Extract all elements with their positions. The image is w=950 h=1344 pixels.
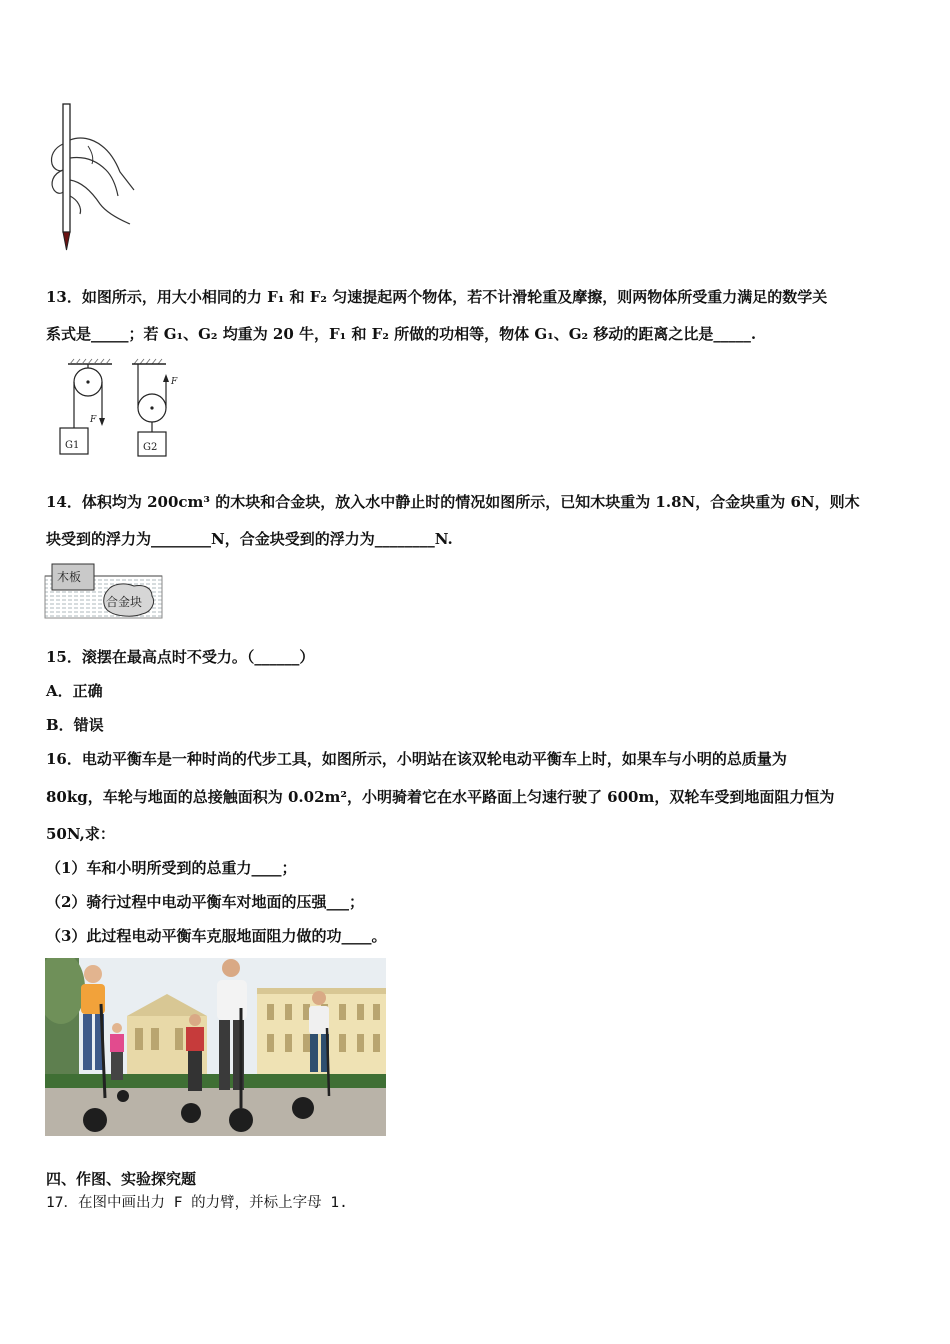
weight-g2-label: G2 — [143, 442, 158, 453]
segway-photo — [45, 958, 386, 1136]
q13-line-1: 13．如图所示，用大小相同的力 F₁ 和 F₂ 匀速提起两个物体，若不计滑轮重及摩擦，则两物体所受重力满足的数学关 — [46, 288, 828, 306]
wood-label: 木板 — [57, 570, 82, 584]
q15-stem: 15．滚摆在最高点时不受力。（______） — [46, 648, 315, 666]
q16-line-1: 16．电动平衡车是一种时尚的代步工具，如图所示，小明站在该双轮电动平衡车上时，如果车与小明的总质量为 — [46, 750, 787, 768]
q16-sub-1: （1）车和小明所受到的总重力____； — [46, 859, 297, 877]
pulley-figure — [54, 358, 194, 462]
weight-g1-label: G1 — [65, 440, 80, 451]
pulley-force-label-2: F — [171, 377, 178, 387]
q14-line-1: 14．体积均为 200cm³ 的木块和合金块，放入水中静止时的情况如图所示，已知木块重为 1.8N，合金块重为 6N，则木 — [46, 493, 860, 511]
section-4-title: 四、作图、实验探究题 — [46, 1170, 197, 1188]
buoyancy-figure — [44, 562, 164, 620]
q15-option-b: B．错误 — [46, 716, 104, 734]
q14-line-2: 块受到的浮力为________N，合金块受到的浮力为________N. — [46, 530, 453, 548]
q16-line-2: 80kg，车轮与地面的总接触面积为 0.02m²，小明骑着它在水平路面上匀速行驶了 600m，双轮车受到地面阻力恒为 — [46, 788, 835, 806]
q16-line-3: 50N,求： — [46, 825, 115, 843]
q16-sub-2: （2）骑行过程中电动平衡车对地面的压强___； — [46, 893, 364, 911]
q13-line-2: 系式是_____；若 G₁、G₂ 均重为 20 牛，F₁ 和 F₂ 所做的功相等，物体 G₁、G₂ 移动的距离之比是_____. — [46, 325, 757, 343]
pen-hand-figure — [44, 100, 144, 255]
q16-sub-3: （3）此过程电动平衡车克服地面阻力做的功____。 — [46, 927, 387, 945]
alloy-label: 合金块 — [106, 595, 143, 609]
q15-option-a: A．正确 — [46, 682, 103, 700]
q17-stem: 17．在图中画出力 F 的力臂，并标上字母 1. — [46, 1195, 348, 1211]
pulley-force-label-1: F — [90, 415, 97, 425]
